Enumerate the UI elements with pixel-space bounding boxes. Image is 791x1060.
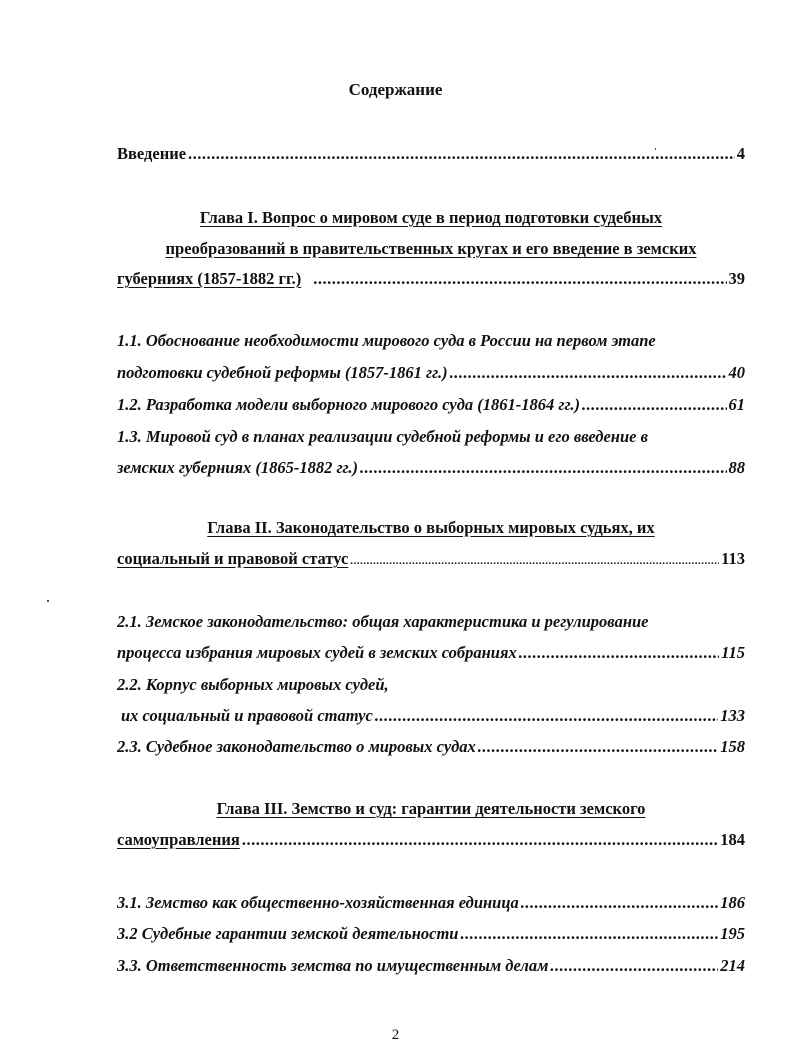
toc-entry-label: Введение	[117, 144, 187, 163]
toc-page-number: 158	[720, 737, 745, 756]
scan-speck	[47, 600, 49, 602]
section-text: 3.3. Ответственность земства по имущественным делам	[117, 956, 549, 975]
section-1-3-line2	[117, 455, 745, 481]
leader-dots	[350, 548, 719, 572]
section-1-2	[117, 392, 745, 418]
toc-page-number: 40	[728, 363, 745, 382]
chapter2-heading-line2	[117, 546, 745, 572]
chapter3-title-part1: Глава III. Земство и суд: гарантии деятельности земского	[216, 799, 646, 818]
chapter1-title-part3: губерниях (1857-1882 гг.)	[117, 269, 302, 288]
section-2-2-line2	[117, 703, 745, 729]
chapter1-title-part1: . Вопрос о мировом суде в период подготовки судебных	[253, 208, 663, 227]
chapter2-title-part1: Глава II. Законодательство о выборных мировых судьях, их	[207, 518, 655, 537]
chapter1-heading-line3	[117, 266, 745, 292]
toc-entry-intro	[117, 141, 745, 167]
page-number: 2	[391, 1027, 400, 1043]
section-2-2-line1: 2.2. Корпус выборных мировых судей,	[117, 675, 389, 694]
chapter3-title-part2: самоуправления	[117, 830, 240, 849]
toc-page-number: 115	[721, 643, 745, 662]
toc-page-number: 88	[728, 458, 745, 477]
leader-dots	[242, 827, 718, 853]
chapter1-title-part2: преобразований в правительственных кругах и его введение в земских	[165, 239, 697, 258]
leader-dots	[313, 266, 726, 292]
chapter3-heading-line2	[117, 827, 745, 853]
page-title: Содержание	[348, 80, 443, 99]
toc-page-number: 184	[720, 830, 745, 849]
leader-dots	[550, 953, 718, 979]
section-text: процесса избрания мировых судей в земских собраниях	[117, 643, 517, 662]
chapter1-heading-line2	[117, 236, 745, 262]
section-text: 1.2. Разработка модели выборного мирового суда (1861-1864 гг.)	[117, 395, 580, 414]
scan-speck	[655, 148, 656, 150]
chapter2-heading-line1	[117, 515, 745, 541]
toc-page-number: 61	[728, 395, 745, 414]
section-1-1-line2	[117, 360, 745, 386]
section-1-3-line1: 1.3. Мировой суд в планах реализации судебной реформы и его введение в	[117, 427, 648, 446]
chapter1-prefix: Глава I	[199, 208, 254, 227]
toc-page-number: 186	[720, 893, 745, 912]
leader-dots	[375, 703, 718, 729]
leader-dots	[460, 921, 718, 947]
section-text: 2.3. Судебное законодательство о мировых судах	[117, 737, 476, 756]
section-2-1-line2	[117, 640, 745, 666]
section-text: их социальный и правовой статус	[121, 706, 373, 725]
section-3-1	[117, 890, 745, 916]
toc-page-number: 39	[728, 269, 745, 288]
toc-page-number: 133	[720, 706, 745, 725]
section-text: подготовки судебной реформы (1857-1861 гг.)	[117, 363, 448, 382]
section-text: 3.2 Судебные гарантии земской деятельности	[117, 924, 459, 943]
chapter1-heading-line1	[117, 205, 745, 231]
leader-dots	[360, 455, 726, 481]
toc-page-number: 113	[721, 549, 745, 568]
leader-dots	[521, 890, 718, 916]
toc-page-number: 4	[736, 144, 745, 163]
section-2-3	[117, 734, 745, 760]
toc-page-number: 214	[720, 956, 745, 975]
section-text: земских губерниях (1865-1882 гг.)	[117, 458, 359, 477]
section-2-1-line1: 2.1. Земское законодательство: общая характеристика и регулирование	[117, 612, 649, 631]
leader-dots	[188, 141, 735, 167]
leader-dots	[519, 640, 719, 666]
section-1-1-line1: 1.1. Обоснование необходимости мирового суда в России на первом этапе	[117, 331, 656, 350]
toc-page-number: 195	[720, 924, 745, 943]
chapter2-title-part2: социальный и правовой статус	[117, 549, 349, 568]
section-3-3	[117, 953, 745, 979]
section-text: 3.1. Земство как общественно-хозяйственная единица	[117, 893, 519, 912]
section-3-2	[117, 921, 745, 947]
leader-dots	[478, 734, 718, 760]
leader-dots	[450, 360, 727, 386]
leader-dots	[582, 392, 727, 418]
chapter3-heading-line1	[117, 796, 745, 822]
